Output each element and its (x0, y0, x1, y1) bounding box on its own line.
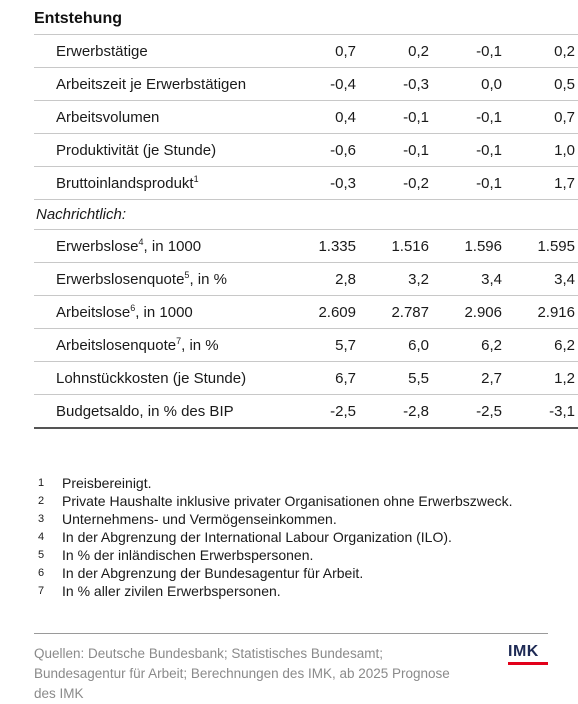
value-cell: 0,5 (505, 68, 578, 101)
footnote-text: In % der inländischen Erwerbspersonen. (62, 547, 314, 563)
row-label-text: Erwerbslose (56, 237, 139, 255)
value-cell: 1.335 (286, 230, 359, 263)
value-cell: 0,7 (286, 35, 359, 68)
row-label-text: Arbeitslose (56, 303, 131, 321)
row-label-suffix: , in 1000 (143, 237, 202, 255)
divider (34, 633, 548, 634)
table-row (34, 296, 578, 329)
value-cell: -0,1 (359, 101, 432, 134)
table-row (34, 230, 578, 263)
value-cell: -0,1 (432, 35, 505, 68)
value-cell: 5,5 (359, 362, 432, 395)
value-cell: 6,2 (505, 329, 578, 362)
value-cell: 1.516 (359, 230, 432, 263)
footnote-item (38, 546, 548, 564)
footnote-item (38, 528, 548, 546)
row-label-text: Arbeitslosenquote (56, 336, 177, 354)
value-cell: 2.787 (359, 296, 432, 329)
table-row (34, 395, 578, 429)
row-label-suffix: , in % (181, 336, 219, 354)
row-label (34, 101, 286, 134)
value-cell: -0,6 (286, 134, 359, 167)
table-row (34, 362, 578, 395)
table-row (34, 134, 578, 167)
footnote-number: 4 (38, 531, 45, 543)
row-label (34, 230, 286, 263)
value-cell: 5,7 (286, 329, 359, 362)
footnote-ref: 7 (176, 335, 182, 346)
value-cell: 1,2 (505, 362, 578, 395)
row-label-text: Produktivität (je Stunde) (56, 141, 217, 159)
table-row (34, 68, 578, 101)
table-row (34, 329, 578, 362)
value-cell: 0,2 (505, 35, 578, 68)
value-cell: 1.595 (505, 230, 578, 263)
value-cell: -0,3 (286, 167, 359, 200)
row-label (34, 167, 286, 200)
footnote-ref: 1 (193, 173, 199, 184)
data-table (34, 34, 578, 429)
source-note: Quellen: Deutsche Bundesbank; Statistisches Bundesamt; Bundesagentur für Arbeit; Berechnungen des IMK, ab 2025 Prognose des IMK (34, 646, 450, 701)
value-cell: -0,3 (359, 68, 432, 101)
value-cell: 2.906 (432, 296, 505, 329)
memo-heading: Nachrichtlich: (34, 200, 578, 230)
row-label-text: Erwerbslosenquote (56, 270, 185, 288)
value-cell: 2.609 (286, 296, 359, 329)
row-label-text: Budgetsaldo, in % des BIP (56, 402, 234, 420)
value-cell: -0,1 (432, 101, 505, 134)
footnote-item (38, 474, 548, 492)
footnotes-list (38, 474, 548, 600)
value-cell: 1.596 (432, 230, 505, 263)
value-cell: 1,7 (505, 167, 578, 200)
value-cell: 3,4 (432, 263, 505, 296)
row-label (34, 35, 286, 68)
value-cell: 0,7 (505, 101, 578, 134)
value-cell: 1,0 (505, 134, 578, 167)
row-label-suffix: , in 1000 (135, 303, 193, 321)
footnote-number: 7 (38, 585, 45, 597)
footnote-item (38, 492, 548, 510)
logo-bar (508, 662, 548, 665)
row-label (34, 68, 286, 101)
row-label (34, 134, 286, 167)
value-cell: 2,8 (286, 263, 359, 296)
table-row (34, 263, 578, 296)
imk-logo (508, 643, 550, 665)
row-label-text: Erwerbstätige (56, 42, 148, 60)
row-label (34, 362, 286, 395)
value-cell: 2,7 (432, 362, 505, 395)
footnote-text: In der Abgrenzung der International Labour Organization (ILO). (62, 529, 452, 545)
value-cell: -2,8 (359, 395, 432, 429)
footnote-number: 5 (38, 549, 45, 561)
value-cell: 2.916 (505, 296, 578, 329)
row-label (34, 329, 286, 362)
footnote-item (38, 564, 548, 582)
value-cell: 0,4 (286, 101, 359, 134)
value-cell: 0,0 (432, 68, 505, 101)
table-row (34, 35, 578, 68)
value-cell: -0,4 (286, 68, 359, 101)
value-cell: 6,2 (432, 329, 505, 362)
section-title: Entstehung (34, 10, 122, 27)
logo-text: IMK (508, 643, 539, 660)
footnote-item (38, 582, 548, 600)
value-cell: -3,1 (505, 395, 578, 429)
footnote-number: 3 (38, 513, 45, 525)
row-label (34, 263, 286, 296)
row-label-text: Arbeitszeit je Erwerbstätigen (56, 75, 247, 93)
value-cell: 6,0 (359, 329, 432, 362)
footnote-number: 6 (38, 567, 45, 579)
value-cell: 0,2 (359, 35, 432, 68)
row-label-text: Arbeitsvolumen (56, 108, 160, 126)
value-cell: -0,1 (432, 167, 505, 200)
row-label (34, 296, 286, 329)
footnote-text: Unternehmens- und Vermögenseinkommen. (62, 511, 337, 527)
footnote-ref: 6 (130, 302, 136, 313)
footnote-text: Preisbereinigt. (62, 475, 152, 491)
footnote-text: Private Haushalte inklusive privater Organisationen ohne Erwerbszweck. (62, 493, 513, 509)
value-cell: -0,1 (359, 134, 432, 167)
footnote-item (38, 510, 548, 528)
row-label-text: Lohnstückkosten (je Stunde) (56, 369, 247, 387)
footnote-text: In der Abgrenzung der Bundesagentur für Arbeit. (62, 565, 364, 581)
value-cell: -0,2 (359, 167, 432, 200)
table-row (34, 167, 578, 200)
memo-heading-row (34, 200, 578, 230)
footnote-ref: 5 (184, 269, 190, 280)
value-cell: 3,2 (359, 263, 432, 296)
value-cell: -2,5 (286, 395, 359, 429)
footnote-number: 2 (38, 495, 45, 507)
value-cell: 6,7 (286, 362, 359, 395)
table-row (34, 101, 578, 134)
value-cell: -0,1 (432, 134, 505, 167)
row-label (34, 395, 286, 429)
row-label-suffix: , in % (189, 270, 227, 288)
footnote-text: In % aller zivilen Erwerbspersonen. (62, 583, 281, 599)
value-cell: -2,5 (432, 395, 505, 429)
row-label-text: Bruttoinlandsprodukt (56, 174, 194, 192)
value-cell: 3,4 (505, 263, 578, 296)
footnote-ref: 4 (138, 236, 144, 247)
footnote-number: 1 (38, 477, 45, 489)
